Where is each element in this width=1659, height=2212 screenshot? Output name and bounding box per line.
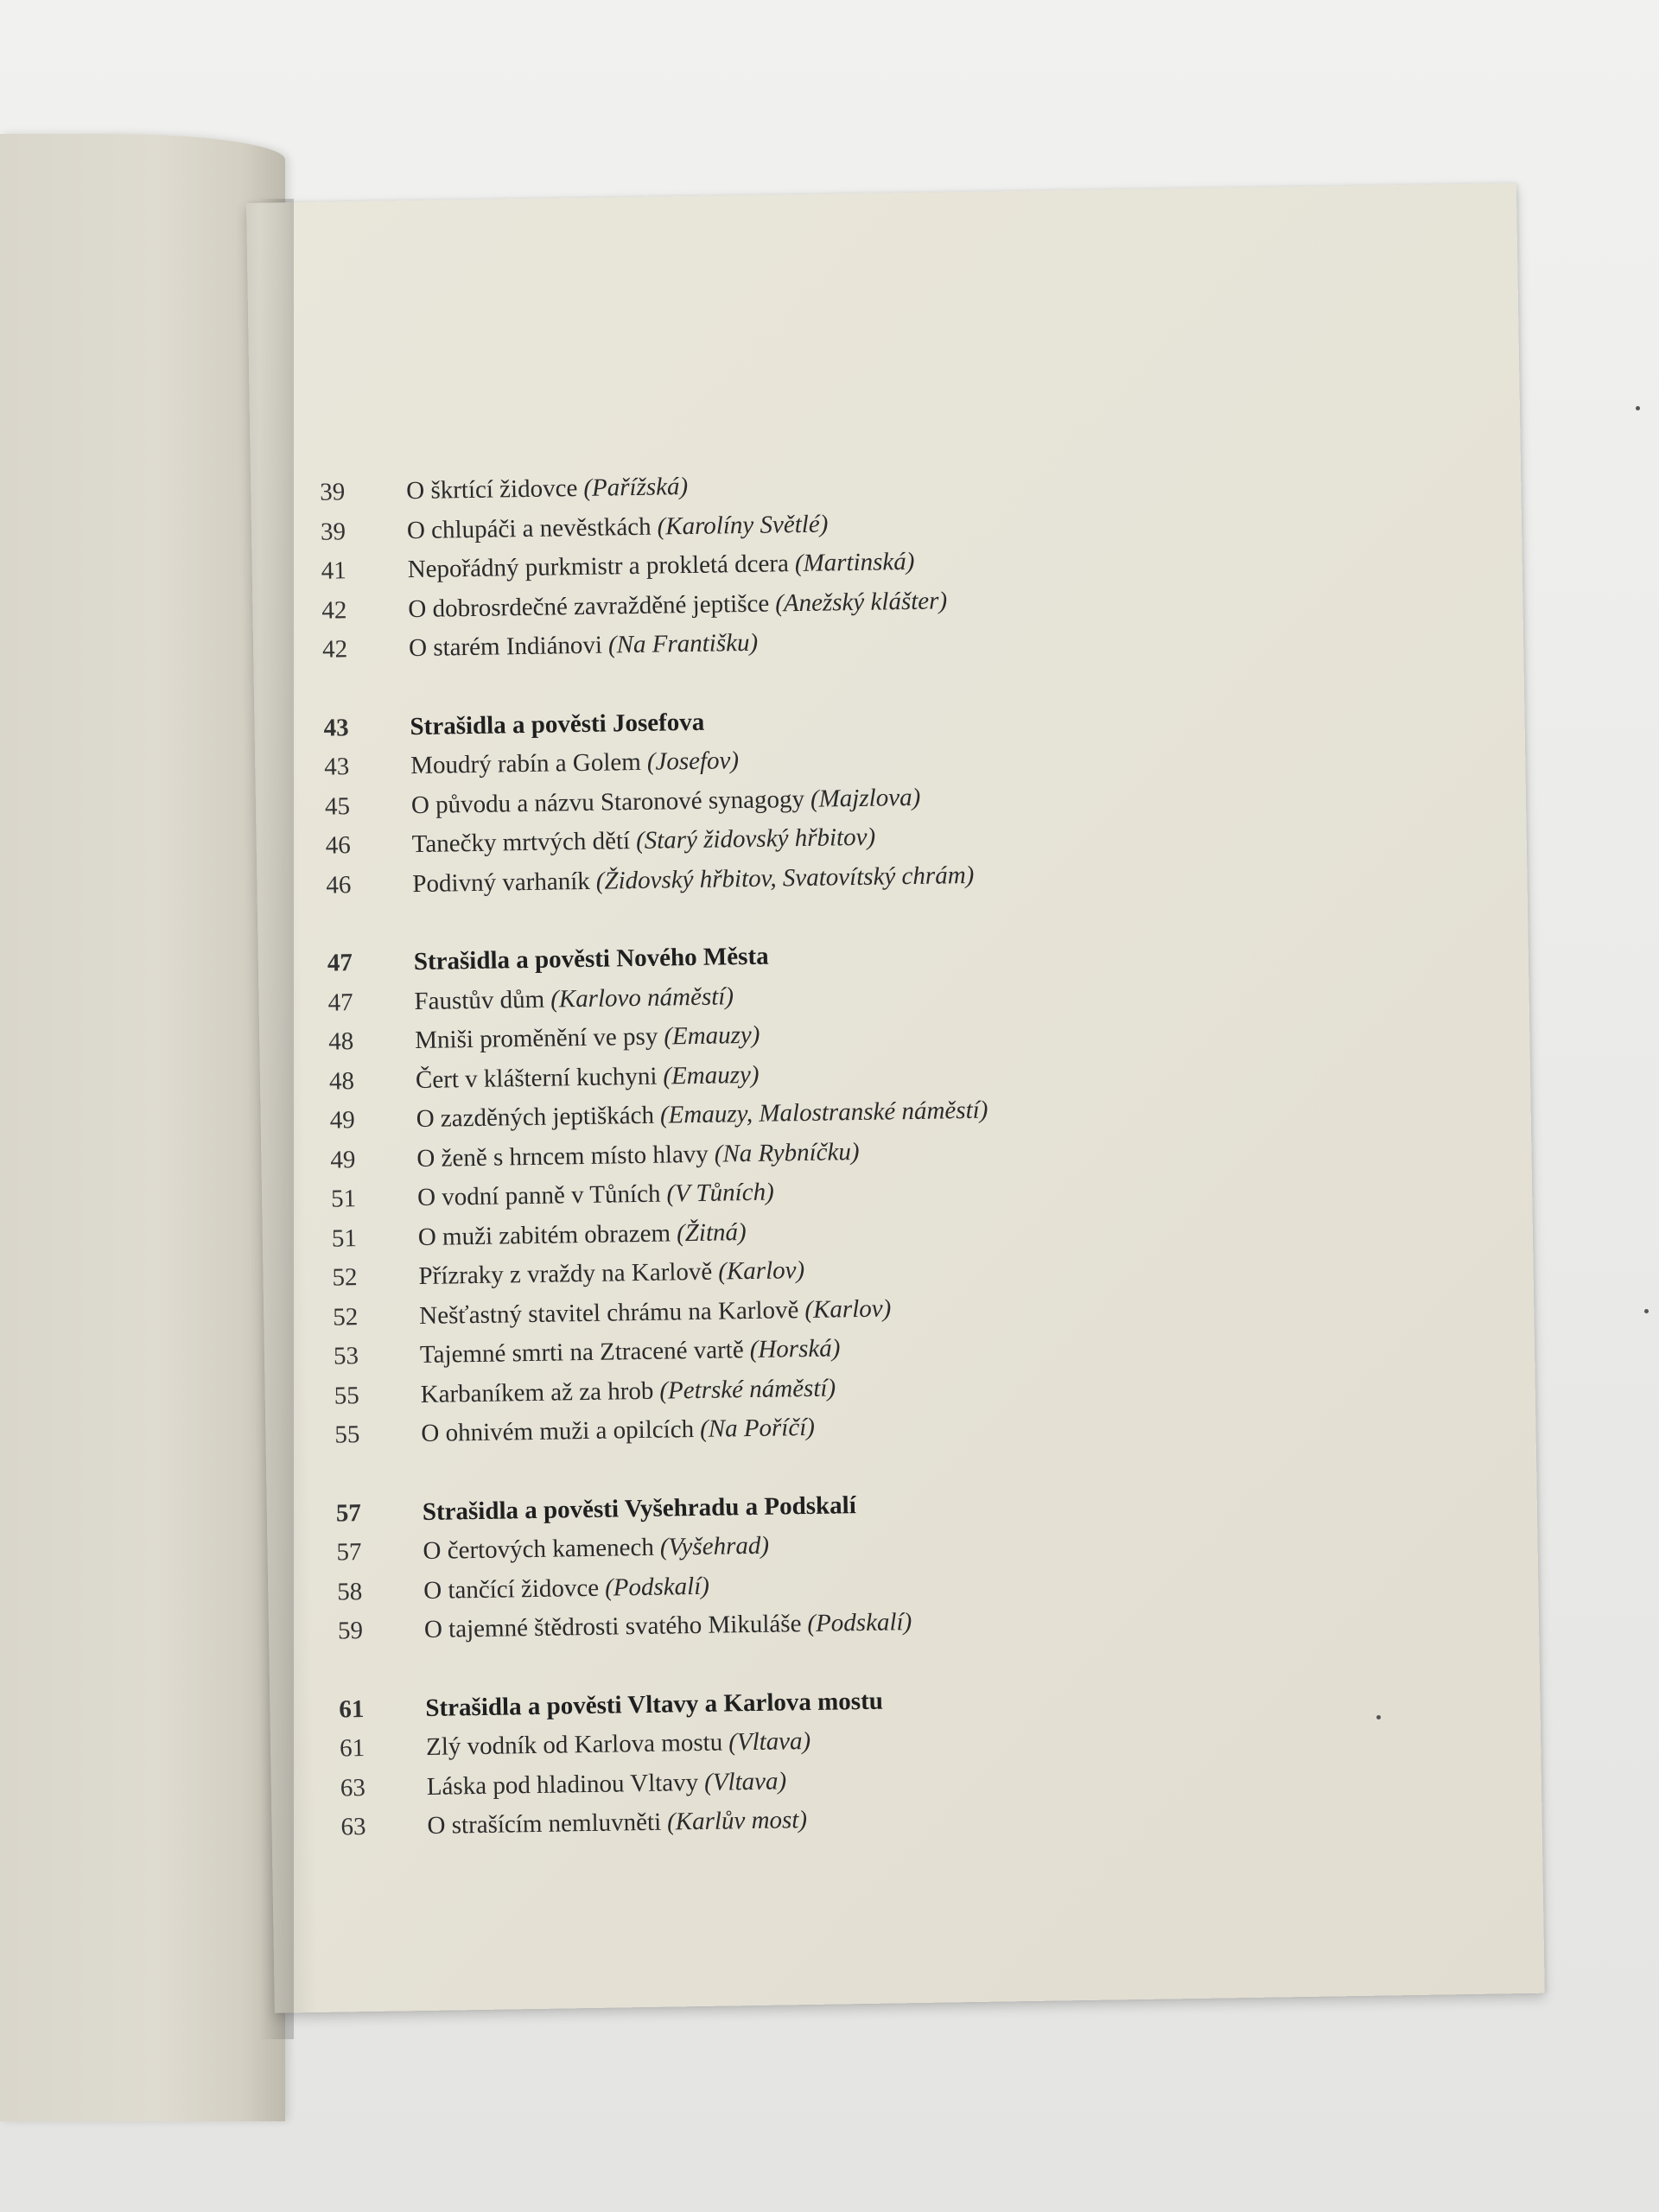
- dust-speck: [1376, 1715, 1381, 1719]
- entry-location: (Žitná): [676, 1217, 747, 1247]
- entry-page-number: 45: [324, 791, 351, 821]
- entry-page-number: 48: [328, 1066, 355, 1096]
- entry-page-number: 49: [330, 1145, 356, 1174]
- entry-location: (Petrské náměstí): [659, 1373, 836, 1405]
- entry-title: Přízraky z vraždy na Karlově: [418, 1257, 713, 1291]
- entry-page-number: 55: [334, 1381, 359, 1410]
- entry-location: (V Tůních): [666, 1178, 774, 1208]
- section-title: Strašidla a pověsti Vyšehradu a Podskalí: [422, 1491, 856, 1526]
- entry-page-number: 61: [339, 1734, 365, 1763]
- entry-page-number: 53: [333, 1342, 359, 1370]
- entry-location: (Karlov): [804, 1294, 892, 1324]
- entry-title: O vodní panně v Tůních: [416, 1179, 661, 1212]
- entry-title: Tajemné smrti na Ztracené vartě: [419, 1336, 744, 1370]
- dust-speck: [1636, 406, 1640, 410]
- entry-page-number: 59: [337, 1617, 364, 1645]
- entry-location: (Karlov): [718, 1256, 805, 1286]
- entry-title: Čert v klášterní kuchyni: [415, 1062, 658, 1094]
- section-page-number: 57: [335, 1498, 362, 1528]
- entry-location: (Vltava): [728, 1726, 811, 1757]
- entry-location: (Vyšehrad): [659, 1531, 770, 1561]
- right-page: [246, 183, 1545, 2013]
- entry-page-number: 51: [331, 1224, 358, 1253]
- entry-title: O muži zabitém obrazem: [417, 1218, 671, 1251]
- section-page-number: 61: [339, 1694, 365, 1724]
- entry-location: (Josefov): [646, 747, 740, 776]
- entry-title: O původu a názvu Staronové synagogy: [410, 785, 805, 819]
- entry-location: (Karlův most): [666, 1806, 808, 1836]
- entry-location: (Emauzy): [664, 1020, 760, 1051]
- entry-location: (Martinská): [794, 547, 915, 578]
- entry-title: O čertových kamenech: [423, 1533, 655, 1565]
- entry-location: (Emauzy, Malostranské náměstí): [659, 1096, 988, 1129]
- section-page-number: 43: [323, 713, 349, 742]
- entry-location: (Podskalí): [807, 1608, 912, 1638]
- entry-title: O chlupáči a nevěstkách: [406, 512, 652, 544]
- section-title: Strašidla a pověsti Josefova: [410, 708, 705, 741]
- entry-page-number: 48: [328, 1027, 354, 1056]
- entry-title: Moudrý rabín a Golem: [410, 747, 642, 780]
- entry-title: Nepořádný purkmistr a prokletá dcera: [407, 550, 790, 584]
- entry-location: (Na Rybníčku): [714, 1137, 860, 1168]
- entry-location: (Anežský klášter): [774, 586, 948, 617]
- section-page-number: 47: [327, 949, 353, 977]
- entry-location: (Židovský hřbitov, Svatovítský chrám): [595, 861, 975, 895]
- entry-page-number: 43: [324, 753, 350, 781]
- entry-page-number: 49: [329, 1106, 355, 1135]
- entry-title: O zazděných jeptiškách: [416, 1101, 655, 1134]
- entry-location: (Karolíny Světlé): [657, 509, 829, 541]
- entry-page-number: 57: [336, 1538, 362, 1567]
- entry-title: Nešťastný stavitel chrámu na Karlově: [418, 1295, 799, 1330]
- entry-location: (Na Františku): [607, 628, 759, 659]
- entry-location: (Majzlova): [810, 783, 921, 813]
- entry-page-number: 41: [321, 556, 346, 585]
- book-gutter: [259, 199, 294, 2039]
- entry-title: O tajemné štědrosti svatého Mikuláše: [423, 1610, 802, 1643]
- section-title: Strašidla a pověsti Vltavy a Karlova mostu: [425, 1687, 884, 1722]
- entry-page-number: 63: [340, 1813, 366, 1841]
- entry-page-number: 39: [320, 478, 346, 506]
- entry-location: (Emauzy): [663, 1060, 760, 1090]
- entry-title: O ženě s hrncem místo hlavy: [416, 1140, 709, 1173]
- entry-page-number: 63: [340, 1773, 366, 1802]
- entry-title: O starém Indiánovi: [408, 631, 603, 663]
- entry-title: Zlý vodník od Karlova mostu: [425, 1728, 723, 1761]
- section-title: Strašidla a pověsti Nového Města: [413, 942, 769, 976]
- entry-page-number: 39: [320, 517, 346, 546]
- entry-page-number: 55: [334, 1421, 360, 1449]
- table-of-contents: [320, 461, 1465, 1853]
- entry-title-line: [406, 461, 1443, 505]
- entry-page-number: 42: [321, 595, 347, 625]
- entry-title: O ohnivém muži a opilcích: [421, 1415, 695, 1447]
- entry-page-number: 42: [321, 635, 348, 664]
- entry-location: (Na Poříčí): [699, 1413, 816, 1443]
- entry-page-number: 51: [330, 1185, 357, 1213]
- entry-location: (Horská): [749, 1334, 841, 1364]
- entry-title: Karbaníkem až za hrob: [420, 1376, 654, 1408]
- entry-location: (Karlovo náměstí): [550, 982, 734, 1014]
- entry-location: (Podskalí): [604, 1572, 710, 1602]
- entry-location: (Vltava): [703, 1766, 787, 1796]
- entry-title: Podivný varhaník: [412, 867, 591, 898]
- entry-title: Faustův dům: [414, 985, 545, 1015]
- entry-page-number: 58: [337, 1577, 363, 1606]
- dust-speck: [1644, 1309, 1649, 1313]
- entry-page-number: 46: [326, 870, 352, 899]
- entry-location: (Starý židovský hřbitov): [635, 823, 876, 855]
- left-page: [0, 134, 285, 2121]
- entry-title: O strašícím nemluvněti: [427, 1808, 662, 1840]
- entry-title: Tanečky mrtvých dětí: [411, 827, 631, 859]
- entry-page-number: 47: [327, 988, 353, 1017]
- entry-page-number: 52: [333, 1302, 359, 1332]
- entry-title: O tančící židovce: [423, 1573, 600, 1605]
- entry-page-number: 46: [325, 831, 351, 860]
- entry-title: Mniši proměnění ve psy: [414, 1022, 658, 1055]
- entry-page-number: 52: [332, 1263, 358, 1292]
- entry-location: (Pařížská): [583, 473, 689, 502]
- entry-title: O škrtící židovce: [406, 474, 578, 505]
- entry-title: Láska pod hladinou Vltavy: [426, 1768, 699, 1801]
- entry-title: O dobrosrdečné zavražděné jeptišce: [408, 589, 770, 623]
